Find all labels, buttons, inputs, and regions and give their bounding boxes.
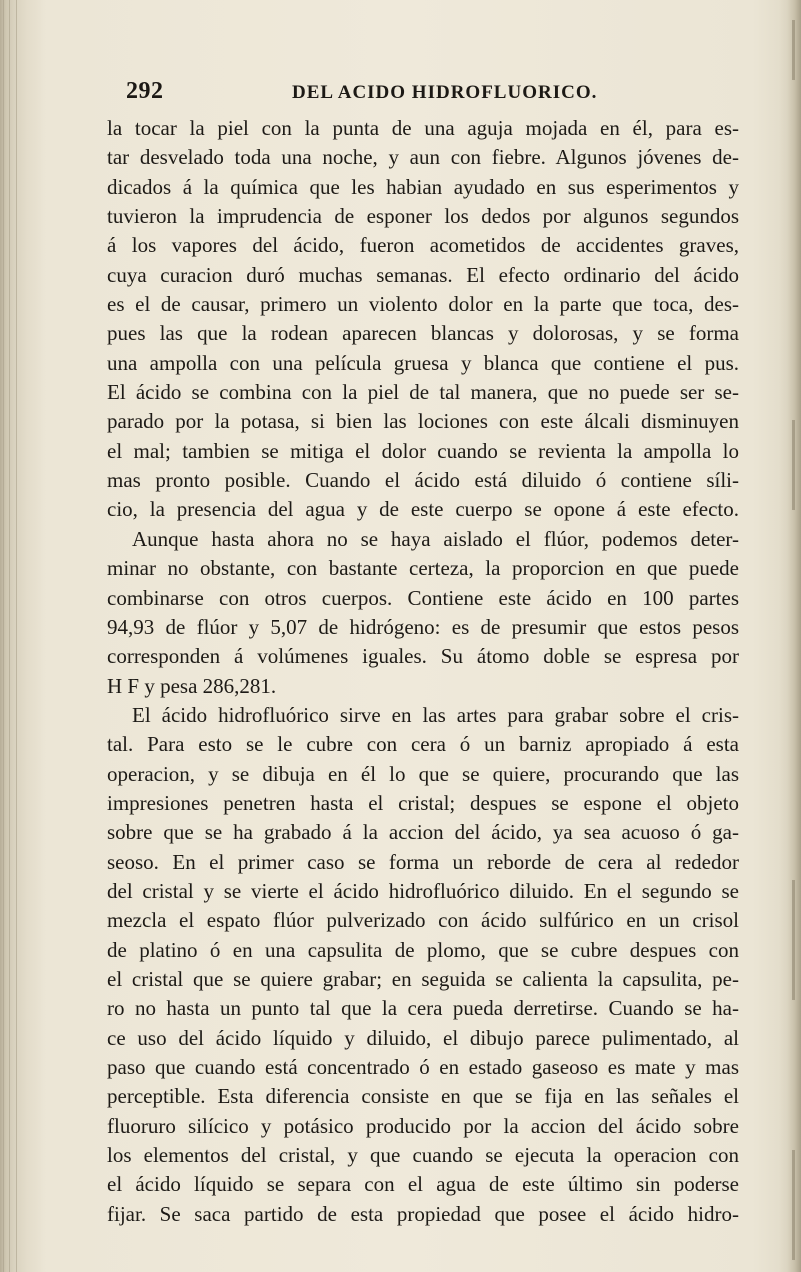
text-line: dicados á la química que les habian ayudado en sus esperimentos y bbox=[107, 174, 739, 199]
text-line: mezcla el espato flúor pulverizado con ácido sulfúrico en un crisol bbox=[107, 908, 739, 933]
text-line: perceptible. Esta diferencia consiste en que se fija en las señales el bbox=[107, 1084, 739, 1109]
body-text bbox=[107, 114, 739, 1229]
text-line: combinarse con otros cuerpos. Contiene este ácido en 100 partes bbox=[107, 585, 739, 610]
text-line: tar desvelado toda una noche, y aun con fiebre. Algunos jóvenes de- bbox=[107, 145, 739, 170]
text-line: El ácido se combina con la piel de tal manera, que no puede ser se- bbox=[107, 380, 739, 405]
text-line: es el de causar, primero un violento dolor en la parte que toca, des- bbox=[107, 292, 739, 317]
text-line: minar no obstante, con bastante certeza, la proporcion en que puede bbox=[107, 556, 739, 581]
text-line: El ácido hidrofluórico sirve en las artes para grabar sobre el cris- bbox=[132, 702, 739, 727]
binding-line bbox=[3, 0, 4, 1272]
text-line: impresiones penetren hasta el cristal; despues se espone el objeto bbox=[107, 790, 739, 815]
text-line: tal. Para esto se le cubre con cera ó un barniz apropiado á esta bbox=[107, 732, 739, 757]
page-binding-shadow bbox=[0, 0, 44, 1272]
running-head: DEL ACIDO HIDROFLUORICO. bbox=[292, 82, 598, 103]
text-line: 94,93 de flúor y 5,07 de hidrógeno: es de presumir que estos pesos bbox=[107, 614, 739, 639]
text-line: paso que cuando está concentrado ó en estado gaseoso es mate y mas bbox=[107, 1055, 739, 1079]
text-line: una ampolla con una película gruesa y blanca que contiene el pus. bbox=[107, 350, 739, 375]
text-line: cio, la presencia del agua y de este cuerpo se opone á este efecto. bbox=[107, 497, 739, 522]
text-line: Aunque hasta ahora no se haya aislado el flúor, podemos deter- bbox=[132, 526, 739, 551]
text-line: tuvieron la imprudencia de esponer los dedos por algunos segundos bbox=[107, 204, 739, 229]
page-number: 292 bbox=[126, 78, 164, 104]
binding-line bbox=[16, 0, 17, 1272]
text-line: pues las que la rodean aparecen blancas y dolorosas, y se forma bbox=[107, 321, 739, 346]
text-line: parado por la potasa, si bien las lociones con este álcali disminuyen bbox=[107, 409, 739, 434]
edge-mark bbox=[792, 20, 795, 80]
text-line: H F y pesa 286,281. bbox=[107, 673, 277, 698]
text-line: del cristal y se vierte el ácido hidrofluórico diluido. En el segundo se bbox=[107, 878, 739, 903]
edge-mark bbox=[792, 880, 795, 1000]
text-line: sobre que se ha grabado á la accion del ácido, ya sea acuoso ó ga- bbox=[107, 820, 739, 845]
text-line: fluoruro silícico y potásico producido por la accion del ácido sobre bbox=[107, 1113, 739, 1138]
text-line: el mal; tambien se mitiga el dolor cuando se revienta la ampolla lo bbox=[107, 438, 739, 463]
page-header bbox=[126, 78, 746, 112]
text-line: corresponden á volúmenes iguales. Su átomo doble se espresa por bbox=[107, 644, 739, 669]
page-edge-right bbox=[779, 0, 801, 1272]
text-line: operacion, y se dibuja en él lo que se quiere, procurando que las bbox=[107, 761, 739, 786]
text-line: fijar. Se saca partido de esta propiedad que posee el ácido hidro- bbox=[107, 1201, 739, 1226]
text-line: á los vapores del ácido, fueron acometidos de accidentes graves, bbox=[107, 233, 739, 258]
text-line: mas pronto posible. Cuando el ácido está diluido ó contiene síli- bbox=[107, 468, 739, 493]
text-line: el ácido líquido se separa con el agua de este último sin poderse bbox=[107, 1172, 739, 1197]
text-line: el cristal que se quiere grabar; en seguida se calienta la capsulita, pe- bbox=[107, 966, 739, 991]
text-line: de platino ó en una capsulita de plomo, que se cubre despues con bbox=[107, 937, 739, 962]
text-line: la tocar la piel con la punta de una aguja mojada en él, para es- bbox=[107, 116, 739, 140]
edge-mark bbox=[792, 420, 795, 510]
edge-mark bbox=[792, 1150, 795, 1260]
text-line: seoso. En el primer caso se forma un reborde de cera al rededor bbox=[107, 849, 739, 874]
text-line: cuya curacion duró muchas semanas. El efecto ordinario del ácido bbox=[107, 262, 739, 287]
text-line: ro no hasta un punto tal que la cera pueda derretirse. Cuando se ha- bbox=[107, 996, 739, 1021]
binding-line bbox=[9, 0, 10, 1272]
text-line: los elementos del cristal, y que cuando se ejecuta la operacion con bbox=[107, 1143, 739, 1168]
text-line: ce uso del ácido líquido y diluido, el dibujo parece pulimentado, al bbox=[107, 1025, 739, 1050]
